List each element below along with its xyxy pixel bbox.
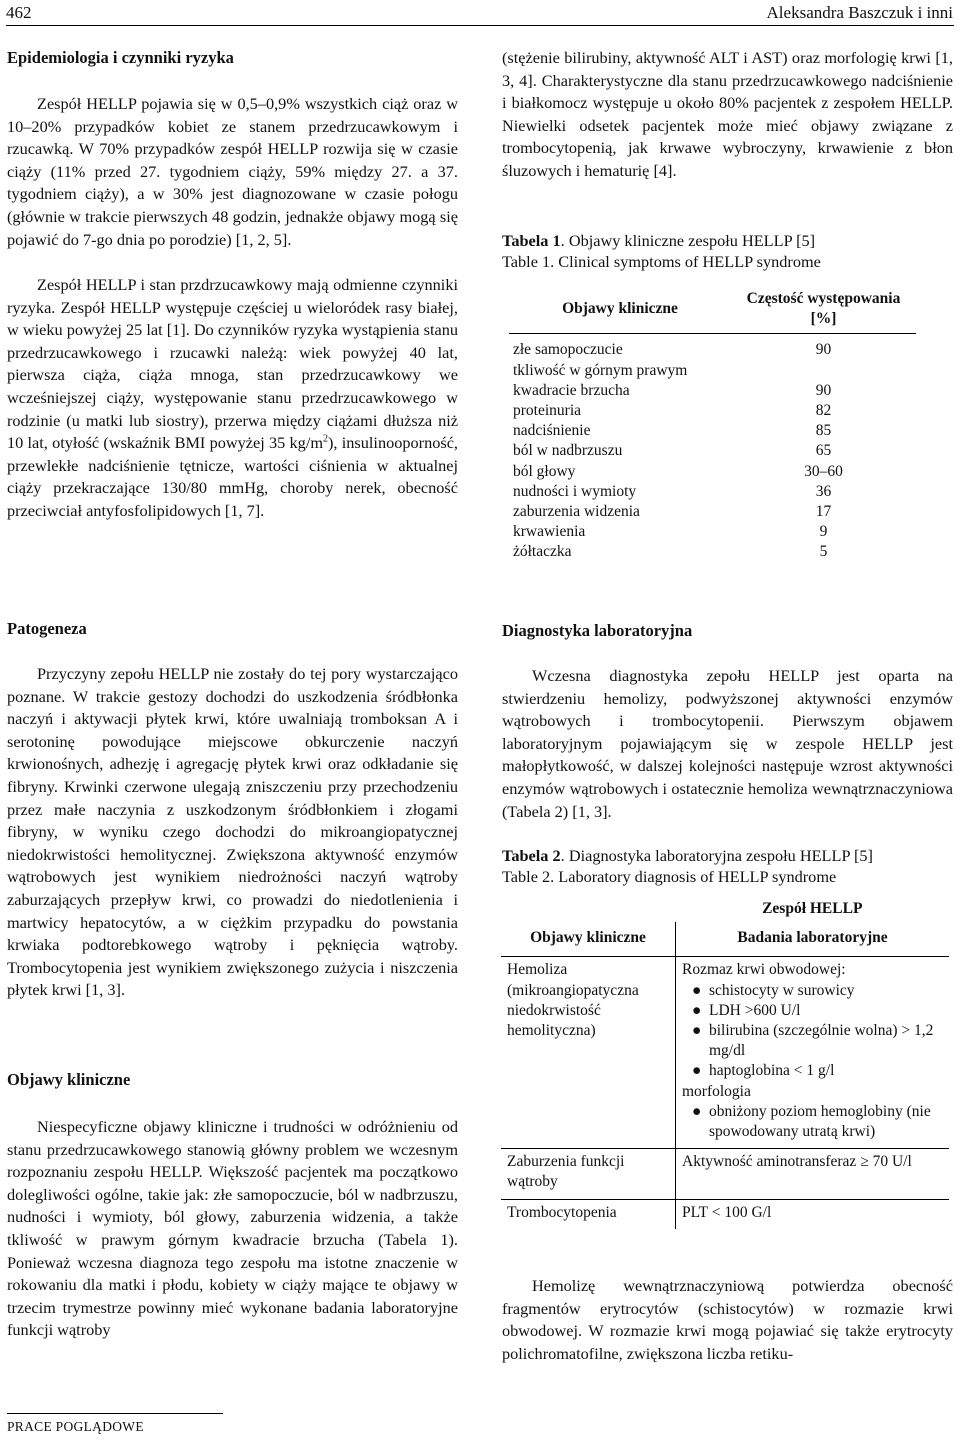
list-item-text: haptoglobina < 1 g/l xyxy=(709,1062,835,1080)
list-item xyxy=(682,1001,943,1021)
footer-divider xyxy=(7,1413,223,1414)
table1-caption xyxy=(502,230,953,272)
table1 xyxy=(509,285,916,563)
cell-symptom: ból w nadbrzuszu xyxy=(513,442,623,460)
list-item xyxy=(682,1102,943,1142)
heading-lab-diagnostics: Diagnostyka laboratoryjna xyxy=(502,621,693,640)
list-item xyxy=(682,981,943,1001)
cell-symptom: krwawienia xyxy=(513,523,586,541)
table-row xyxy=(501,1199,949,1229)
paragraph-epidemiology-2 xyxy=(7,274,458,523)
cell-symptom: proteinuria xyxy=(513,402,582,420)
table-row xyxy=(509,334,916,361)
table-row xyxy=(501,1149,949,1199)
list-item xyxy=(682,1061,943,1081)
table2 xyxy=(501,896,949,1229)
cell-symptom: tkliwość w górnym prawym xyxy=(513,361,688,379)
table-row xyxy=(509,482,916,502)
table-row xyxy=(509,401,916,421)
bullet-icon: ● xyxy=(692,1001,702,1019)
table2-label: Tabela 2 xyxy=(502,846,561,865)
cell-symptom: nudności i wymioty xyxy=(513,482,637,500)
cell-value: 90 xyxy=(815,381,832,399)
list-item-text: obniżony poziom hemoglobiny (nie spowodowany utratą krwi) xyxy=(709,1102,931,1141)
table2-title-en: Table 2. Laboratory diagnosis of HELLP syndrome xyxy=(502,867,837,886)
table1-header-frequency: Częstość występowania [%] xyxy=(746,290,901,328)
bullet-icon: ● xyxy=(692,1102,702,1120)
table1-label: Tabela 1 xyxy=(502,231,561,250)
superscript: 2 xyxy=(323,433,329,445)
paragraph-symptoms-continued: (stężenie bilirubiny, aktywność ALT i AST) oraz morfologię krwi [1, 3, 4]. Charakterystyczne dla stanu przedrzucawkowego nadciśnienie i białkomocz występuje u około 80% pacjentek z zespołem HELLP. Niewielki odsetek pacjentek może mieć objawy związane z trombocytopenią, jak krwawe wybroczyny, krwawienie z błon śluzowych i hematurię [4]. xyxy=(502,48,953,180)
paragraph-epidemiology-1: Zespół HELLP pojawia się w 0,5–0,9% wszystkich ciąż oraz w 10–20% przypadków kobiet ze stanem przedrzucawkowym i rzucawką. W 70% przypadków zespół HELLP rozwija się w czasie ciąży (11% przed 27. tygodniem ciąży, 59% między 27. a 37. tygodniem ciąży), a w 30% jest diagnozowane w czasie połogu (głównie w trakcie pierwszych 48 godzin, jednakże objawy mogą się pojawić do 7-go dnia po porodzie) [1, 2, 5]. xyxy=(7,94,458,249)
header-divider xyxy=(6,25,954,26)
cell-symptom: Hemoliza (mikroangiopatyczna niedokrwistość hemolityczna) xyxy=(501,957,676,1149)
cell-value: 9 xyxy=(819,523,828,541)
table1-header-symptom: Objawy kliniczne xyxy=(562,300,678,318)
heading-pathogenesis: Patogeneza xyxy=(7,619,87,638)
list-item-text: LDH >600 U/l xyxy=(709,1001,801,1019)
bullet-icon: ● xyxy=(692,981,702,999)
table-row xyxy=(509,441,916,461)
cell-symptom: zaburzenia widzenia xyxy=(513,503,640,521)
table2-header-symptoms: Objawy kliniczne xyxy=(501,922,676,957)
table-row xyxy=(509,421,916,441)
cell-symptom: nadciśnienie xyxy=(513,422,591,440)
cell-symptom: żółtaczka xyxy=(513,543,572,561)
paragraph-pathogenesis: Przyczyny zepołu HELLP nie zostały do tej pory wystarczająco poznane. W trakcie gestozy dochodzi do uszkodzenia śródbłonka naczyń i aktywacji płytek krwi, które uwalniają tromboksan A i serotoninę powodujące miejscowe obkurczenie naczyń krwionośnych, adhezję i agregację płytek krwi oraz odkładanie się fibryny. Krwinki czerwone ulegają zniszczeniu przy przechodzeniu przez małe naczynia z uszkodzonym śródbłonkiem i złogami fibryny, w wyniku czego dochodzi do mikroangiopatycznej niedokrwistości hemolitycznej. Zwiększona aktywność enzymów wątrobowych jest wynikiem niedrożności naczyń wątroby zaburzających przepływ krwi, co prowadzi do niedotlenienia i martwicy hepatocytów, a w ciężkim przypadku do powstania krwiaka podtorebkowego wątroby i pęknięcia wątroby. Trombocytopenia jest wynikiem zwiększonego zużycia i niszczenia płytek krwi [1, 3]. xyxy=(7,664,458,1000)
footer-section-label: PRACE POGLĄDOWE xyxy=(7,1419,144,1434)
heading-epidemiology: Epidemiologia i czynniki ryzyka xyxy=(7,48,234,67)
table-row xyxy=(509,462,916,482)
heading-clinical-symptoms: Objawy kliniczne xyxy=(7,1070,131,1089)
table2-empty-corner xyxy=(501,896,676,922)
running-header-authors: Aleksandra Baszczuk i inni xyxy=(766,3,953,22)
paragraph-clinical-symptoms: Niespecyficzne objawy kliniczne i trudności w odróżnieniu od stanu przedrzucawkowego stanowią główny problem we wczesnym rozpoznaniu zespołu HELLP. Większość pacjentek ma początkowo dolegliwości ogólne, takie jak: złe samopoczucie, ból w nadbrzuszu, nudności i wymioty, ból głowy, zaburzenia widzenia, a także tkliwość w prawym górnym kwadracie brzucha (Tabela 1). Ponieważ wczesna diagnoza tego zespołu ma istotne znaczenie w rokowaniu dla matki i płodu, kobiety w ciąży mające te objawy w trzecim trymestrze powinny mieć wykonane badania laboratoryjne funkcji wątroby xyxy=(7,1117,458,1340)
table1-title-en: Table 1. Clinical symptoms of HELLP syndrome xyxy=(502,252,821,271)
table-row xyxy=(509,542,916,562)
paragraph-text: ), insulinooporność, przewlekłe nadciśnienie tętnicze, wartości ciśnienia w aktualnej ciąży przekraczające 130/80 mmHg, choroby nerek, obecność przeciwciał antyfosfolipidowych [1, 7]. xyxy=(7,433,458,520)
table2-title-pl: . Diagnostyka laboratoryjna zespołu HELLP [5] xyxy=(560,846,873,865)
bullet-icon: ● xyxy=(692,1022,702,1040)
table2-header-lab: Badania laboratoryjne xyxy=(676,922,950,957)
cell-symptom: złe samopoczucie xyxy=(513,341,623,359)
cell-value: 90 xyxy=(815,341,832,359)
list-item-text: schistocyty w surowicy xyxy=(709,981,855,999)
cell-lab: PLT < 100 G/l xyxy=(682,1203,772,1221)
paragraph-lab-diagnostics: Wczesna diagnostyka zepołu HELLP jest oparta na stwierdzeniu hemolizy, podwyższonej aktywności enzymów wątrobowych i trombocytopenii. Pierwszym objawem laboratoryjnym pojawiającym się w zespole HELLP jest małopłytkowość, w dalszej kolejności następuje wzrost aktywności enzymów wątrobowych i ostatecznie hemoliza wewnątrznaczyniowa (Tabela 2) [1, 3]. xyxy=(502,666,953,821)
table-row xyxy=(509,381,916,401)
table2-group-header: Zespół HELLP xyxy=(762,900,863,917)
lab-list-1 xyxy=(682,981,943,1082)
cell-value: 65 xyxy=(815,442,832,460)
table2-caption-pl xyxy=(502,845,953,866)
cell-lab: Aktywność aminotransferaz ≥ 70 U/l xyxy=(676,1149,950,1199)
cell-symptom: Zaburzenia funkcji wątroby xyxy=(501,1149,676,1199)
lab-mid: morfologia xyxy=(682,1082,751,1100)
table-row xyxy=(509,502,916,522)
cell-value: 5 xyxy=(819,543,828,561)
cell-value: 82 xyxy=(815,402,832,420)
table2-caption xyxy=(502,845,953,887)
cell-symptom: ból głowy xyxy=(513,462,576,480)
cell-value: 17 xyxy=(815,503,832,521)
paragraph-closing: Hemolizę wewnątrznaczyniową potwierdza obecność fragmentów erytrocytów (schistocytów) w rozmazie krwi obwodowej. W rozmazie krwi mogą pojawiać się także erytrocyty polichromatofilne, zwiększona liczba retiku- xyxy=(502,1276,953,1363)
paragraph-text: Zespół HELLP i stan przdrzucawkowy mają odmienne czynniki ryzyka. Zespół HELLP występuje częściej u wieloródek rasy białej, w wieku powyżej 25 lat [1]. Do czynników ryzyka wystąpienia stanu przedrzucawkowego i rzucawki należą: wiek powyżej 40 lat, pierwsza ciąża, ciąża mnoga, stan przedrzucawkowy we wcześniejszej ciąży, występowanie stanu przedrzucawkowego w rodzinie (u matki lub siostry), przerwa między ciążami dłuższa niż 10 lat, otyłość (wskaźnik BMI powyżej 35 kg/m xyxy=(7,275,458,453)
table-row xyxy=(509,361,916,381)
page-number: 462 xyxy=(6,3,32,22)
bullet-icon: ● xyxy=(692,1062,702,1080)
table1-title-pl: . Objawy kliniczne zespołu HELLP [5] xyxy=(560,231,816,250)
cell-value: 85 xyxy=(815,422,832,440)
cell-symptom: Trombocytopenia xyxy=(501,1199,676,1229)
cell-value: 36 xyxy=(815,482,832,500)
table-row xyxy=(501,957,949,1149)
table-row xyxy=(509,522,916,542)
lab-intro: Rozmaz krwi obwodowej: xyxy=(682,961,846,979)
lab-list-2 xyxy=(682,1102,943,1142)
table1-caption-pl xyxy=(502,230,953,251)
cell-value xyxy=(731,361,916,381)
cell-lab xyxy=(676,957,950,1149)
cell-symptom: kwadracie brzucha xyxy=(513,381,630,399)
list-item xyxy=(682,1021,943,1061)
list-item-text: bilirubina (szczególnie wolna) > 1,2 mg/dl xyxy=(709,1022,934,1060)
cell-value: 30–60 xyxy=(804,462,843,480)
